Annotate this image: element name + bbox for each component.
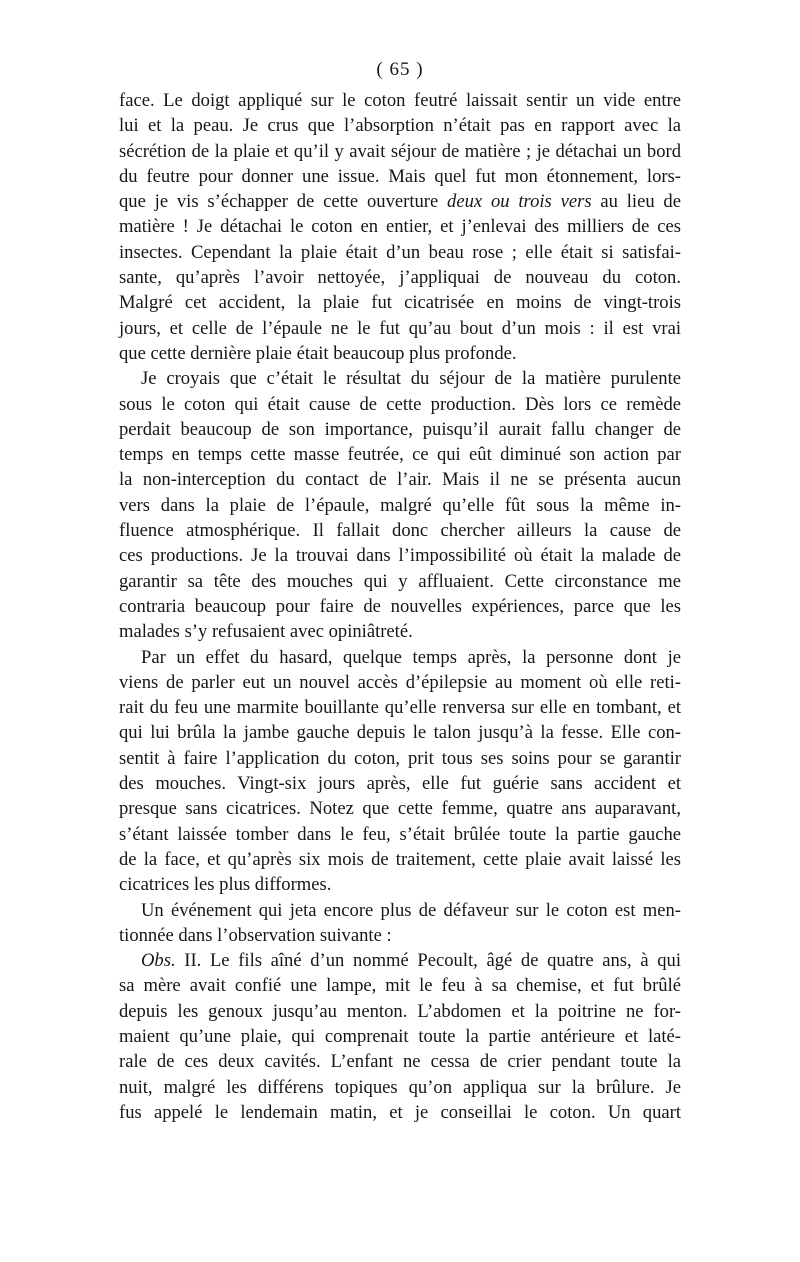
text-line: nuit, malgré les différens topiques qu’on appliqua sur la brûlure. Je <box>119 1076 681 1098</box>
text-line: de la face, et qu’après six mois de traitement, cette plaie avait laissé les <box>119 848 681 870</box>
text-line: ces productions. Je la trouvai dans l’impossibilité où était la malade de <box>119 545 681 567</box>
observation-label: Obs. <box>141 950 176 972</box>
text-line: que je vis s’échapper de cette ouverture deux ou trois vers au lieu de <box>119 191 681 213</box>
text-line: qui lui brûla la jambe gauche depuis le talon jusqu’à la fesse. Elle con- <box>119 722 681 744</box>
text-line: sante, qu’après l’avoir nettoyée, j’appliquai de nouveau du coton. <box>119 267 681 289</box>
text-line: que cette dernière plaie était beaucoup plus profonde. <box>119 342 517 364</box>
text-line: matière ! Je détachai le coton en entier, et j’enlevai des milliers de ces <box>119 216 681 238</box>
text-line: Je croyais que c’était le résultat du séjour de la matière purulente <box>141 368 681 390</box>
italic-phrase: deux ou trois vers <box>447 191 592 213</box>
text-line: temps en temps cette masse feutrée, ce qui eût diminué son action par <box>119 444 681 466</box>
text-line: sa mère avait confié une lampe, mit le feu à sa chemise, et fut brûlé <box>119 975 681 997</box>
text-line: face. Le doigt appliqué sur le coton feutré laissait sentir un vide entre <box>119 90 681 111</box>
text-line: perdait beaucoup de son importance, puisqu’il aurait fallu changer de <box>119 418 681 440</box>
text-line: la non-interception du contact de l’air. Mais il ne se présenta aucun <box>119 469 681 491</box>
text-line: fluence atmosphérique. Il fallait donc chercher ailleurs la cause de <box>119 520 681 542</box>
text-line: viens de parler eut un nouvel accès d’épilepsie au moment où elle reti- <box>119 671 681 693</box>
text-line: du feutre pour donner une issue. Mais quel fut mon étonnement, lors- <box>119 165 681 187</box>
text-line: presque sans cicatrices. Notez que cette femme, quatre ans auparavant, <box>119 798 681 820</box>
text-line: sous le coton qui était cause de cette production. Dès lors ce remède <box>119 393 681 415</box>
text-line: jours, et celle de l’épaule ne le fut qu’au bout d’un mois : il est vrai <box>119 317 681 339</box>
text-line: lui et la peau. Je crus que l’absorption n’était pas en rapport avec la <box>119 115 681 137</box>
text-line: Obs. II. Le fils aîné d’un nommé Pecoult, âgé de quatre ans, à qui <box>141 950 681 972</box>
text-line: depuis les genoux jusqu’au menton. L’abdomen et la poitrine ne for- <box>119 1000 681 1022</box>
text-line: fus appelé le lendemain matin, et je conseillai le coton. Un quart <box>119 1101 681 1123</box>
text-line: malades s’y refusaient avec opiniâtreté. <box>119 621 413 643</box>
text-line: sécrétion de la plaie et qu’il y avait séjour de matière ; je détachai un bord <box>119 140 681 162</box>
body-text <box>119 88 681 1125</box>
text-line: rale de ces deux cavités. L’enfant ne cessa de crier pendant toute la <box>119 1051 681 1073</box>
text-line: Par un effet du hasard, quelque temps après, la personne dont je <box>141 646 681 668</box>
text-line: contraria beaucoup pour faire de nouvelles expériences, parce que les <box>119 595 681 617</box>
text-line: tionnée dans l’observation suivante : <box>119 924 392 946</box>
text-line: garantir sa tête des mouches qui y affluaient. Cette circonstance me <box>119 570 681 592</box>
text-line: des mouches. Vingt-six jours après, elle fut guérie sans accident et <box>119 773 681 795</box>
text-line: sentit à faire l’application du coton, prit tous ses soins pour se garantir <box>119 747 681 769</box>
text-line: maient qu’une plaie, qui comprenait toute la partie antérieure et laté- <box>119 1025 681 1047</box>
text-line: vers dans la plaie de l’épaule, malgré qu’elle fût sous la même in- <box>119 494 681 516</box>
text-line: rait du feu une marmite bouillante qu’elle renversa sur elle en tombant, et <box>119 697 681 719</box>
text-line: Un événement qui jeta encore plus de défaveur sur le coton est men- <box>141 899 681 921</box>
text-line: Malgré cet accident, la plaie fut cicatrisée en moins de vingt-trois <box>119 292 681 314</box>
text-line: s’étant laissée tomber dans le feu, s’était brûlée toute la partie gauche <box>119 823 681 845</box>
text-line: insectes. Cependant la plaie était d’un beau rose ; elle était si satisfai- <box>119 241 681 263</box>
book-page <box>119 58 681 1125</box>
text-line: cicatrices les plus difformes. <box>119 874 332 896</box>
page-number: ( 65 ) <box>376 59 424 80</box>
